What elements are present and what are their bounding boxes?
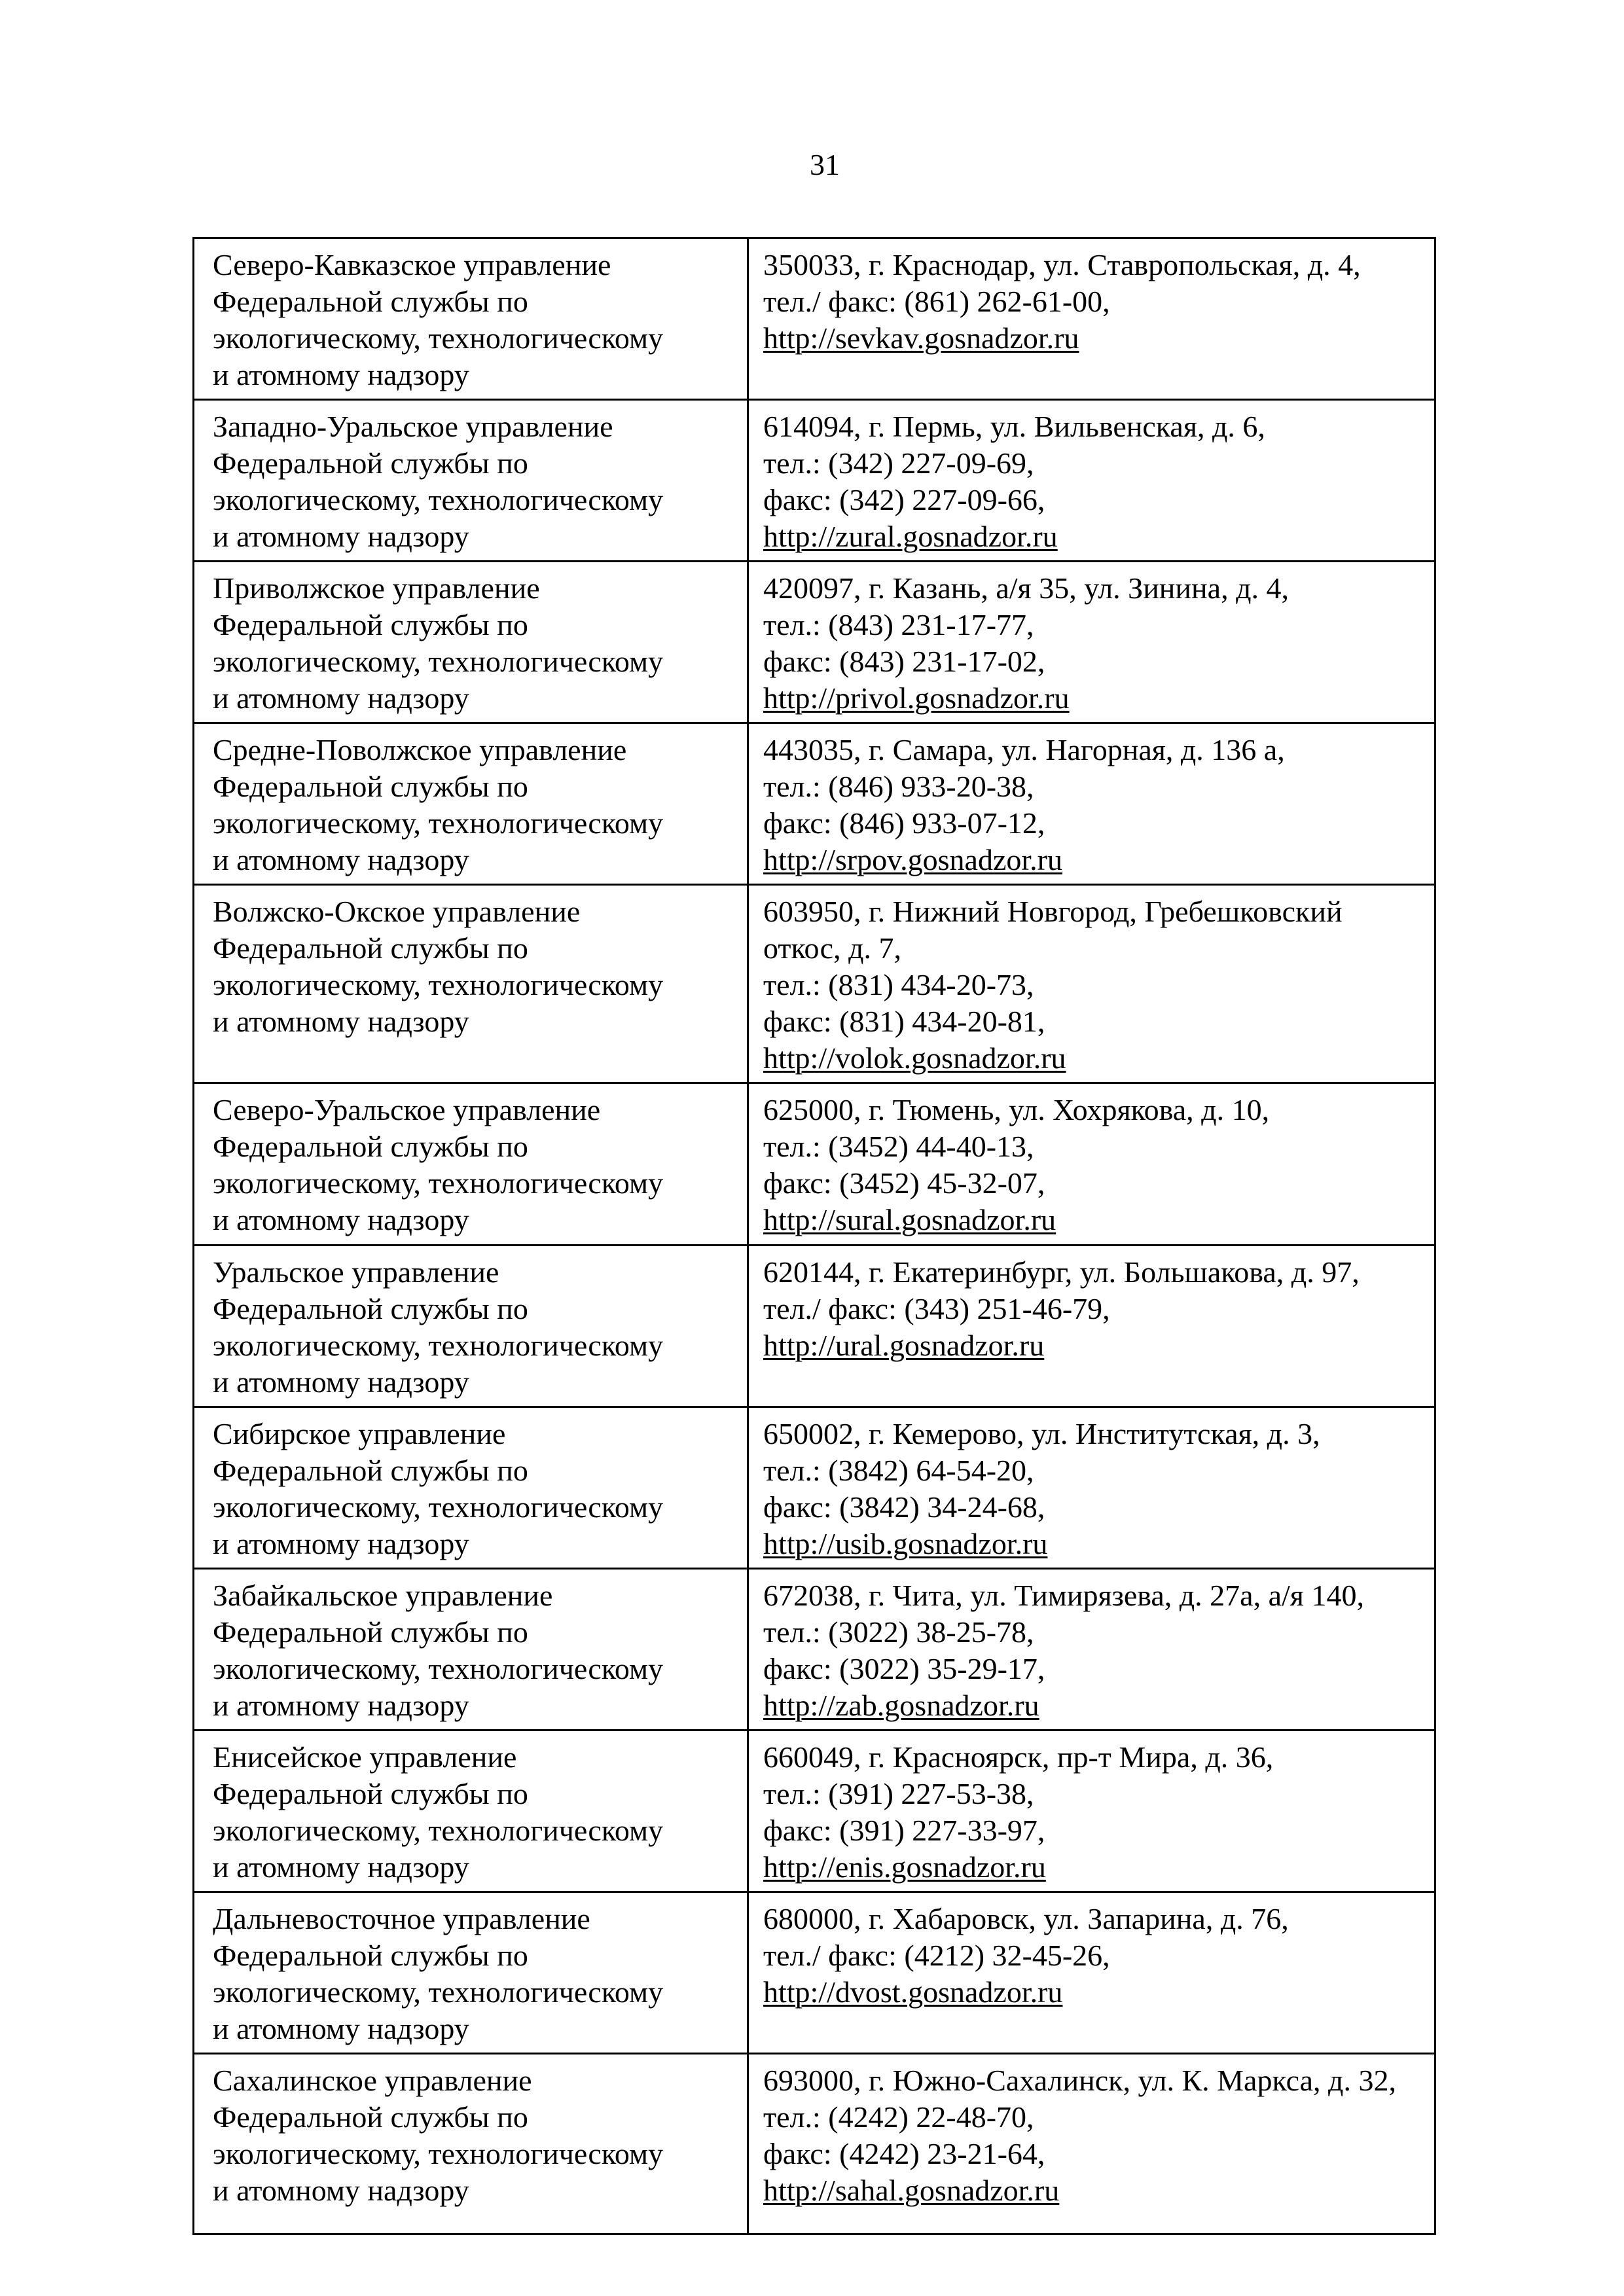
office-name-cell <box>194 238 748 400</box>
office-name-line: и атомному надзору <box>213 2174 469 2207</box>
office-contact-cell <box>748 1731 1435 1892</box>
office-name-line: экологическому, технологическому <box>213 968 664 1001</box>
office-row <box>194 1083 1435 1246</box>
office-name-line: экологическому, технологическому <box>213 1166 664 1200</box>
office-contact-line: 680000, г. Хабаровск, ул. Запарина, д. 76, <box>763 1902 1289 1935</box>
office-contact-cell <box>748 1407 1435 1569</box>
office-contact-line: факс: (3452) 45-32-07, <box>763 1166 1045 1200</box>
office-name-line: и атомному надзору <box>213 1365 469 1399</box>
office-name-line: Енисейское управление <box>213 1740 517 1774</box>
office-name-line: Федеральной службы по <box>213 1292 528 1325</box>
office-contact-line: 603950, г. Нижний Новгород, Гребешковский <box>763 895 1343 928</box>
office-name-line: Волжско-Окское управление <box>213 895 581 928</box>
office-name-line: Приволжское управление <box>213 571 540 605</box>
office-contact-line: тел.: (342) 227-09-69, <box>763 446 1034 480</box>
office-name-line: Федеральной службы по <box>213 770 528 803</box>
offices-table <box>192 237 1436 2235</box>
office-contact-line: факс: (3022) 35-29-17, <box>763 1652 1045 1685</box>
office-name-line: экологическому, технологическому <box>213 483 664 516</box>
office-contact-cell <box>748 400 1435 562</box>
office-contact-line: факс: (342) 227-09-66, <box>763 483 1045 516</box>
office-contact-cell <box>748 2054 1435 2234</box>
office-name-cell <box>194 885 748 1083</box>
office-contact-cell <box>748 885 1435 1083</box>
office-name-line: и атомному надзору <box>213 681 469 715</box>
office-name-line: Федеральной службы по <box>213 446 528 480</box>
office-website-link[interactable]: http://sahal.gosnadzor.ru <box>763 2174 1060 2207</box>
office-website-link[interactable]: http://zab.gosnadzor.ru <box>763 1689 1039 1722</box>
office-name-cell <box>194 1731 748 1892</box>
office-name-line: Дальневосточное управление <box>213 1902 590 1935</box>
office-name-line: экологическому, технологическому <box>213 2137 664 2170</box>
office-website-link[interactable]: http://volok.gosnadzor.ru <box>763 1041 1066 1075</box>
office-website-link[interactable]: http://privol.gosnadzor.ru <box>763 681 1070 715</box>
office-row <box>194 1407 1435 1569</box>
office-contact-line: 443035, г. Самара, ул. Нагорная, д. 136 а, <box>763 733 1285 766</box>
office-name-line: Федеральной службы по <box>213 1777 528 1810</box>
office-contact-line: тел.: (843) 231-17-77, <box>763 608 1034 641</box>
office-row <box>194 885 1435 1083</box>
office-contact-cell <box>748 1246 1435 1407</box>
office-name-line: экологическому, технологическому <box>213 1329 664 1362</box>
office-contact-line: 625000, г. Тюмень, ул. Хохрякова, д. 10, <box>763 1093 1270 1126</box>
office-name-line: Сибирское управление <box>213 1417 506 1450</box>
office-name-line: экологическому, технологическому <box>213 1975 664 2009</box>
office-contact-line: факс: (391) 227-33-97, <box>763 1814 1045 1847</box>
office-contact-line: тел./ факс: (343) 251-46-79, <box>763 1292 1110 1325</box>
offices-table-body <box>194 238 1435 2234</box>
office-name-line: Федеральной службы по <box>213 1454 528 1487</box>
office-website-link[interactable]: http://sural.gosnadzor.ru <box>763 1203 1056 1236</box>
office-website-link[interactable]: http://srpov.gosnadzor.ru <box>763 843 1062 876</box>
office-contact-line: тел.: (846) 933-20-38, <box>763 770 1034 803</box>
office-contact-cell <box>748 562 1435 723</box>
office-contact-line: откос, д. 7, <box>763 931 901 965</box>
office-contact-line: 672038, г. Чита, ул. Тимирязева, д. 27а, а/я 140, <box>763 1579 1364 1612</box>
office-name-line: Западно-Уральское управление <box>213 410 613 443</box>
office-name-line: и атомному надзору <box>213 358 469 391</box>
office-name-line: и атомному надзору <box>213 1689 469 1722</box>
office-row <box>194 1246 1435 1407</box>
office-name-line: Федеральной службы по <box>213 2100 528 2134</box>
office-name-line: Федеральной службы по <box>213 1939 528 1972</box>
office-row <box>194 238 1435 400</box>
office-name-cell <box>194 400 748 562</box>
office-contact-line: 660049, г. Красноярск, пр-т Мира, д. 36, <box>763 1740 1274 1774</box>
office-contact-line: факс: (3842) 34-24-68, <box>763 1490 1045 1524</box>
office-website-link[interactable]: http://zural.gosnadzor.ru <box>763 520 1058 553</box>
office-contact-cell <box>748 238 1435 400</box>
office-website-link[interactable]: http://enis.gosnadzor.ru <box>763 1850 1046 1884</box>
office-name-line: и атомному надзору <box>213 520 469 553</box>
office-name-line: Северо-Кавказское управление <box>213 248 611 281</box>
office-name-line: Федеральной службы по <box>213 1130 528 1163</box>
office-name-line: и атомному надзору <box>213 1203 469 1236</box>
office-name-cell <box>194 723 748 885</box>
office-contact-line: тел.: (391) 227-53-38, <box>763 1777 1034 1810</box>
office-contact-line: факс: (831) 434-20-81, <box>763 1005 1045 1038</box>
office-name-line: Федеральной службы по <box>213 1615 528 1649</box>
office-row <box>194 1892 1435 2054</box>
office-contact-cell <box>748 1569 1435 1731</box>
office-contact-line: тел.: (831) 434-20-73, <box>763 968 1034 1001</box>
office-contact-line: 650002, г. Кемерово, ул. Институтская, д. 3, <box>763 1417 1320 1450</box>
office-row <box>194 1569 1435 1731</box>
office-name-line: Сахалинское управление <box>213 2064 532 2097</box>
office-contact-line: 350033, г. Краснодар, ул. Ставропольская, д. 4, <box>763 248 1361 281</box>
office-name-line: экологическому, технологическому <box>213 1490 664 1524</box>
office-name-line: экологическому, технологическому <box>213 806 664 840</box>
office-contact-line: факс: (4242) 23-21-64, <box>763 2137 1045 2170</box>
office-name-line: и атомному надзору <box>213 843 469 876</box>
office-contact-line: тел./ факс: (4212) 32-45-26, <box>763 1939 1110 1972</box>
office-contact-line: факс: (846) 933-07-12, <box>763 806 1045 840</box>
office-name-line: Федеральной службы по <box>213 285 528 318</box>
office-contact-line: тел.: (3022) 38-25-78, <box>763 1615 1034 1649</box>
office-name-cell <box>194 1569 748 1731</box>
office-name-cell <box>194 562 748 723</box>
office-contact-line: 614094, г. Пермь, ул. Вильвенская, д. 6, <box>763 410 1265 443</box>
office-row <box>194 400 1435 562</box>
office-name-line: экологическому, технологическому <box>213 1814 664 1847</box>
office-name-line: Северо-Уральское управление <box>213 1093 601 1126</box>
office-contact-line: 620144, г. Екатеринбург, ул. Большакова, д. 97, <box>763 1255 1360 1289</box>
office-name-line: экологическому, технологическому <box>213 645 664 678</box>
office-name-cell <box>194 1407 748 1569</box>
page-number: 31 <box>810 148 840 181</box>
office-contact-line: факс: (843) 231-17-02, <box>763 645 1045 678</box>
office-contact-cell <box>748 1083 1435 1246</box>
office-contact-cell <box>748 1892 1435 2054</box>
office-name-line: и атомному надзору <box>213 1005 469 1038</box>
office-name-cell <box>194 1892 748 2054</box>
office-row <box>194 562 1435 723</box>
office-name-line: экологическому, технологическому <box>213 321 664 355</box>
office-contact-line: тел.: (4242) 22-48-70, <box>763 2100 1034 2134</box>
office-name-line: и атомному надзору <box>213 1527 469 1560</box>
office-row <box>194 1731 1435 1892</box>
office-name-cell <box>194 1083 748 1246</box>
office-name-line: Федеральной службы по <box>213 931 528 965</box>
office-contact-line: тел.: (3452) 44-40-13, <box>763 1130 1034 1163</box>
office-name-line: Забайкальское управление <box>213 1579 553 1612</box>
office-contact-line: тел./ факс: (861) 262-61-00, <box>763 285 1110 318</box>
office-name-line: экологическому, технологическому <box>213 1652 664 1685</box>
office-name-line: Уральское управление <box>213 1255 499 1289</box>
office-contact-line: 420097, г. Казань, а/я 35, ул. Зинина, д. 4, <box>763 571 1289 605</box>
office-contact-line: 693000, г. Южно-Сахалинск, ул. К. Маркса, д. 32, <box>763 2064 1396 2097</box>
office-contact-cell <box>748 723 1435 885</box>
office-name-line: Средне-Поволжское управление <box>213 733 627 766</box>
office-name-cell <box>194 2054 748 2234</box>
office-website-link[interactable]: http://usib.gosnadzor.ru <box>763 1527 1048 1560</box>
office-name-line: Федеральной службы по <box>213 608 528 641</box>
office-website-link[interactable]: http://ural.gosnadzor.ru <box>763 1329 1045 1362</box>
office-contact-line: тел.: (3842) 64-54-20, <box>763 1454 1034 1487</box>
office-name-cell <box>194 1246 748 1407</box>
office-name-line: и атомному надзору <box>213 1850 469 1884</box>
office-website-link[interactable]: http://sevkav.gosnadzor.ru <box>763 321 1079 355</box>
office-row <box>194 723 1435 885</box>
office-website-link[interactable]: http://dvost.gosnadzor.ru <box>763 1975 1063 2009</box>
office-name-line: и атомному надзору <box>213 2012 469 2045</box>
office-row <box>194 2054 1435 2234</box>
